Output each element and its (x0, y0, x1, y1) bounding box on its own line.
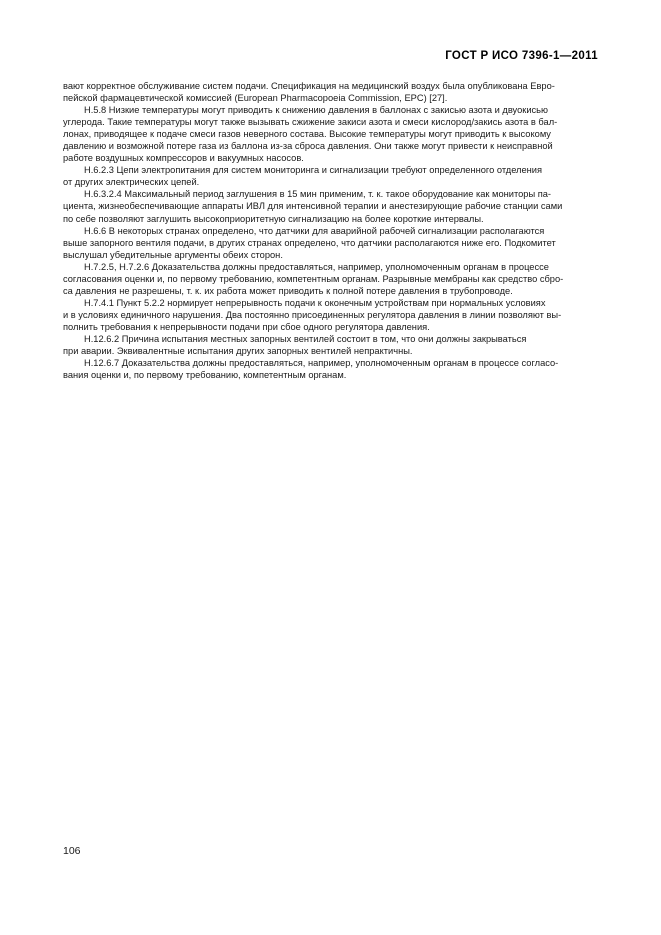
paragraph-h-6-2-3 (63, 164, 598, 188)
text-line-content: Н.7.4.1 Пункт 5.2.2 нормирует непрерывность подачи к оконечным устройствам при нормальных условиях (84, 297, 546, 308)
text-line-content: Н.5.8 Низкие температуры могут приводить к снижению давления в баллонах с закисью азота и двуокисью (84, 105, 548, 116)
text-line: давлению и возможной потере газа из баллона из-за сброса давления. Они также могут привести к неисправной (63, 141, 553, 152)
text-line (63, 225, 598, 237)
text-line (63, 164, 598, 176)
text-line-content: Н.12.6.2 Причина испытания местных запорных вентилей состоит в том, что они должны закрываться (84, 333, 527, 344)
text-line (63, 261, 598, 273)
text-line: выше запорного вентиля подачи, в других странах определено, что датчики располагаются ниже его. Подкомитет (63, 237, 556, 248)
text-line: циента, жизнеобеспечивающие аппараты ИВЛ для интенсивной терапии и анестезирующие рабочие станции сами (63, 201, 563, 212)
text-line: выслушал убедительные аргументы обеих сторон. (63, 249, 283, 260)
text-line: по себе позволяют заглушить высокоприоритетную сигнализацию на более короткие интервалы. (63, 213, 484, 224)
document-body (63, 80, 598, 381)
text-line-content: Н.6.3.2.4 Максимальный период заглушения в 15 мин применим, т. к. такое оборудование как мониторы па- (84, 189, 552, 200)
paragraph-h-12-6-2 (63, 333, 598, 357)
text-line: вания оценки и, по первому требованию, компетентным органам. (63, 370, 347, 381)
text-line-content: Н.12.6.7 Доказательства должны предоставляться, например, уполномоченным органам в процессе согласо- (84, 358, 559, 369)
page-header-standard-number: ГОСТ Р ИСО 7396-1—2011 (445, 50, 598, 62)
text-line (63, 297, 598, 309)
text-line: пейской фармацевтической комиссией (European Pharmacopoeia Commission, EPC) [27]. (63, 93, 448, 104)
text-line-content: Н.6.2.3 Цепи электропитания для систем мониторинга и сигнализации требуют определенного отделения (84, 165, 543, 176)
text-line-content: Н.6.6 В некоторых странах определено, что датчики для аварийной рабочей сигнализации располагаются (84, 225, 545, 236)
text-line: согласования оценки и, по первому требованию, компетентным органам. Разрывные мембраны как средство сбро- (63, 273, 564, 284)
paragraph-h-6-3-2-4 (63, 188, 598, 224)
text-line (63, 188, 598, 200)
paragraph-h-12-6-7 (63, 357, 598, 381)
text-line: вают корректное обслуживание систем подачи. Спецификация на медицинский воздух была опубликована Евро- (63, 81, 555, 91)
paragraph-h-5-8 (63, 104, 598, 164)
page-number: 106 (63, 845, 81, 857)
text-line (63, 104, 598, 116)
text-line: при аварии. Эквивалентные испытания других запорных вентилей непрактичны. (63, 346, 413, 357)
text-line: от других электрических цепей. (63, 177, 200, 188)
paragraph-h-7-4-1 (63, 297, 598, 333)
paragraph-continuation (63, 80, 598, 104)
text-line: углерода. Такие температуры могут также вызывать сжижение закиси азота и смеси кислород/закись азота в бал- (63, 117, 558, 128)
paragraph-h-6-6 (63, 225, 598, 261)
paragraph-h-7-2-5 (63, 261, 598, 297)
text-line-content: Н.7.2.5, Н.7.2.6 Доказательства должны предоставляться, например, уполномоченным органам в процессе (84, 261, 549, 272)
text-line (63, 357, 598, 369)
text-line: полнить требования к непрерывности подачи при сбое одного регулятора давления. (63, 321, 430, 332)
text-line (63, 333, 598, 345)
text-line: работе воздушных компрессоров и вакуумных насосов. (63, 153, 304, 164)
text-line: и в условиях единичного нарушения. Два постоянно присоединенных регулятора давления в линии позволяют вы- (63, 309, 562, 320)
text-line: са давления не разрешены, т. к. их работа может приводить к полной потере давления в трубопроводе. (63, 285, 513, 296)
text-line: лонах, приводящее к подаче смеси газов неверного состава. Высокие температуры могут приводить к высокому (63, 129, 551, 140)
